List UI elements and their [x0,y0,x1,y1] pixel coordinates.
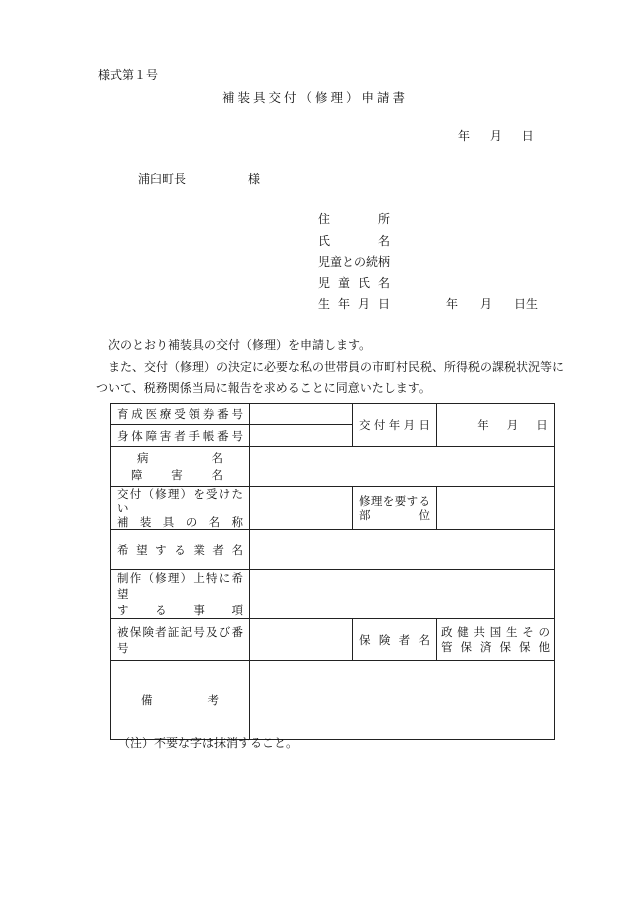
vendor-label: 希望する業者名 [111,530,250,570]
disability-book-no-label: 身体障害者手帳番号 [111,425,250,447]
repair-part-label: 修理を要する 部位 [353,487,437,530]
special-request-label: 制作（修理）上特に希望 する事項 [111,570,250,619]
dob-label: 生年月日 [318,297,390,311]
name-label: 氏名 [318,234,390,248]
application-form-table [110,403,555,740]
addressee [138,170,260,187]
relation-label: 児童との続柄 [318,255,391,269]
medical-cert-no-label: 育成医療受領券番号 [111,404,250,425]
vendor-field[interactable] [250,530,555,570]
disability-book-no-field[interactable] [250,425,353,447]
medical-cert-no-field[interactable] [250,404,353,425]
date-year: 年 [458,129,471,143]
date-day: 日 [521,129,534,143]
consent-statement-line2: ついて、税務関係当局に報告を求めることに同意いたします。 [96,381,431,395]
form-number: 様式第１号 [98,68,159,82]
application-statement: 次のとおり補装具の交付（修理）を申請します。 [108,338,372,352]
remarks-label: 備 考 [111,661,250,740]
disease-field[interactable] [250,447,555,487]
applicant-dob [318,295,538,312]
addressee-honorific: 様 [248,172,261,186]
dob-month: 月 [480,297,493,311]
insurer-types-row2: 管保済保保他 [441,639,550,654]
insurer-types-row1: 政健共国生その [441,624,550,639]
applicant-address [318,210,390,227]
footnote: （注）不要な字は抹消すること。 [118,736,299,750]
consent-statement-line1: また、交付（修理）の決定に必要な私の世帯員の市町村民税、所得税の課税状況等に [108,360,565,374]
repair-part-field[interactable] [437,487,555,530]
disease-label: 病 名 障害名 [111,447,250,487]
insurer-types [437,619,555,661]
date-month: 月 [489,129,502,143]
submission-date [458,127,534,144]
document-title: 補装具交付（修理）申請書 [221,90,408,105]
child-name-label: 児童氏名 [318,276,390,290]
applicant-child-name [318,274,390,291]
addressee-name: 浦臼町長 [138,172,187,186]
applicant-relation [318,253,390,270]
insurer-label: 保険者名 [353,619,437,661]
remarks-field[interactable] [250,661,555,740]
issue-date-label: 交付年月日 [353,404,437,447]
applicant-name [318,232,390,249]
insured-id-field[interactable] [250,619,353,661]
dob-year: 年 [446,297,459,311]
device-label: 交付（修理）を受けたい 補装具の名称 [111,487,250,530]
special-request-field[interactable] [250,570,555,619]
dob-day: 日生 [514,297,539,311]
issue-date-field[interactable]: 年 月 日 [437,404,555,447]
device-field[interactable] [250,487,353,530]
address-label: 住所 [318,212,390,226]
insured-id-label: 被保険者証記号及び番号 [111,619,250,661]
